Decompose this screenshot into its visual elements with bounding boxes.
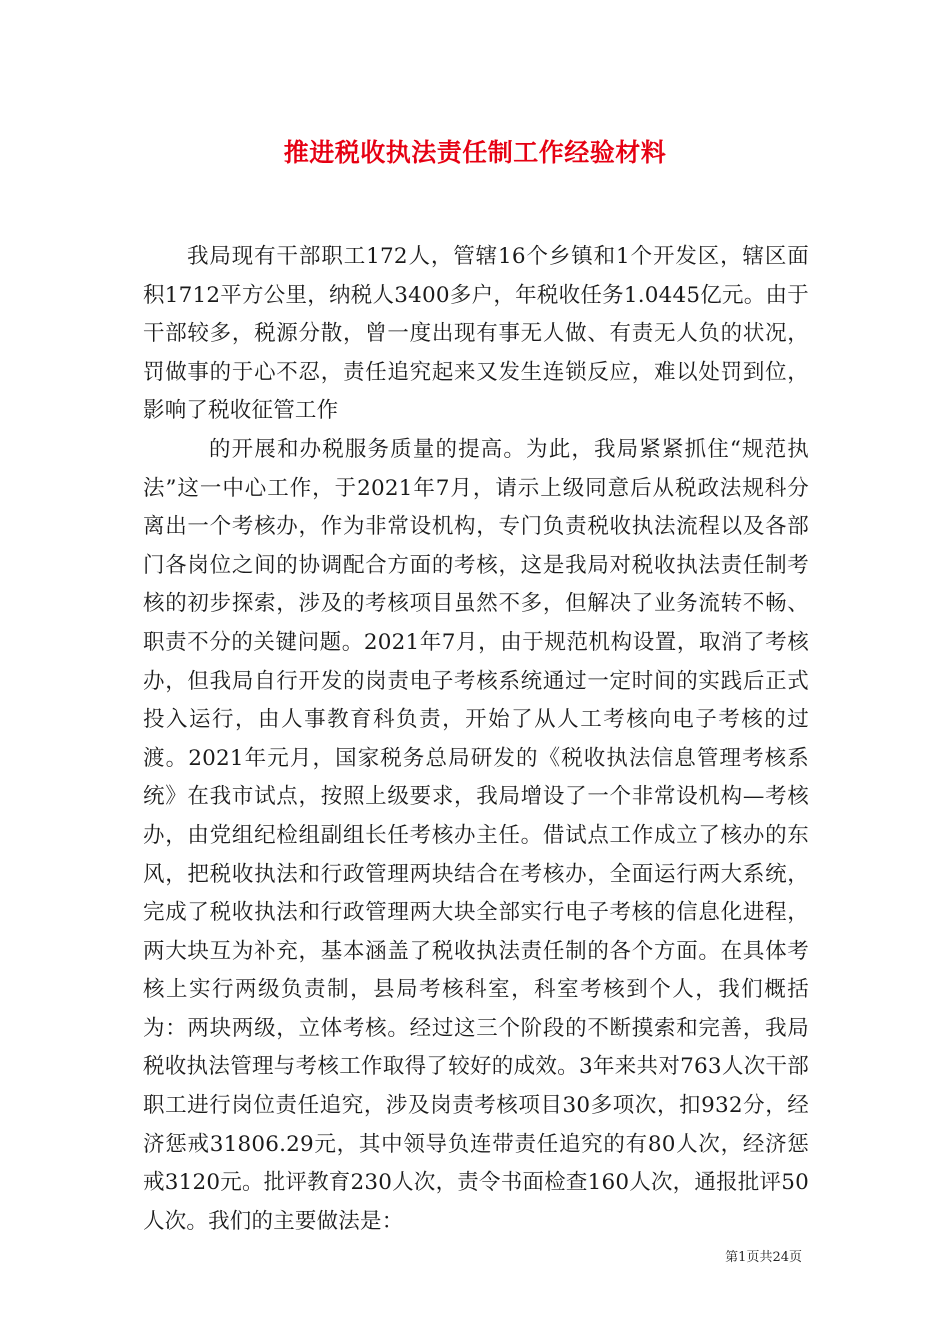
paragraph-2: 的开展和办税服务质量的提高。为此，我局紧紧抓住“规范执法”这一中心工作，于2021年7月，请示上级同意后从税政法规科分离出一个考核办，作为非常设机构，专门负责税收执法流程以及各部门各岗位之间的协调配合方面的考核，这是我局对税收执法责任制考核的初步探索，涉及的考核项目虽然不多，但解决了业务流转不畅、职责不分的关键问题。2021年7月，由于规范机构设置，取消了考核办，但我局自行开发的岗责电子考核系统通过一定时间的实践后正式投入运行，由人事教育科负责，开始了从人工考核向电子考核的过渡。2021年元月，国家税务总局研发的《税收执法信息管理考核系统》在我市试点，按照上级要求，我局增设了一个非常设机构—考核办，由党组纪检组副组长任考核办主任。借试点工作成立了核办的东风，把税收执法和行政管理两块结合在考核办，全面运行两大系统，完成了税收执法和行政管理两大块全部实行电子考核的信息化进程，两大块互为补充，基本涵盖了税收执法责任制的各个方面。在具体考核上实行两级负责制，县局考核科室，科室考核到个人，我们概括为：两块两级，立体考核。经过这三个阶段的不断摸索和完善，我局税收执法管理与考核工作取得了较好的成效。3年来共对763人次干部职工进行岗位责任追究，涉及岗责考核项目30多项次，扣932分，经济惩戒31806.29元，其中领导负连带责任追究的有80人次，经济惩戒3120元。批评教育230人次，责令书面检查160人次，通报批评50人次。我们的主要做法是：	[143, 436, 809, 1234]
document-body	[143, 238, 809, 1241]
paragraph-1: 我局现有干部职工172人，管辖16个乡镇和1个开发区，辖区面积1712平方公里，纳税人3400多户，年税收任务1.0445亿元。由于干部较多，税源分散，曾一度出现有事无人做、有责无人负的状况，罚做事的于心不忍，责任追究起来又发生连锁反应，难以处罚到位，影响了税收征管工作	[143, 244, 809, 424]
document-title: 推进税收执法责任制工作经验材料	[283, 138, 667, 167]
page-number: 第1页共24页	[725, 1250, 802, 1265]
